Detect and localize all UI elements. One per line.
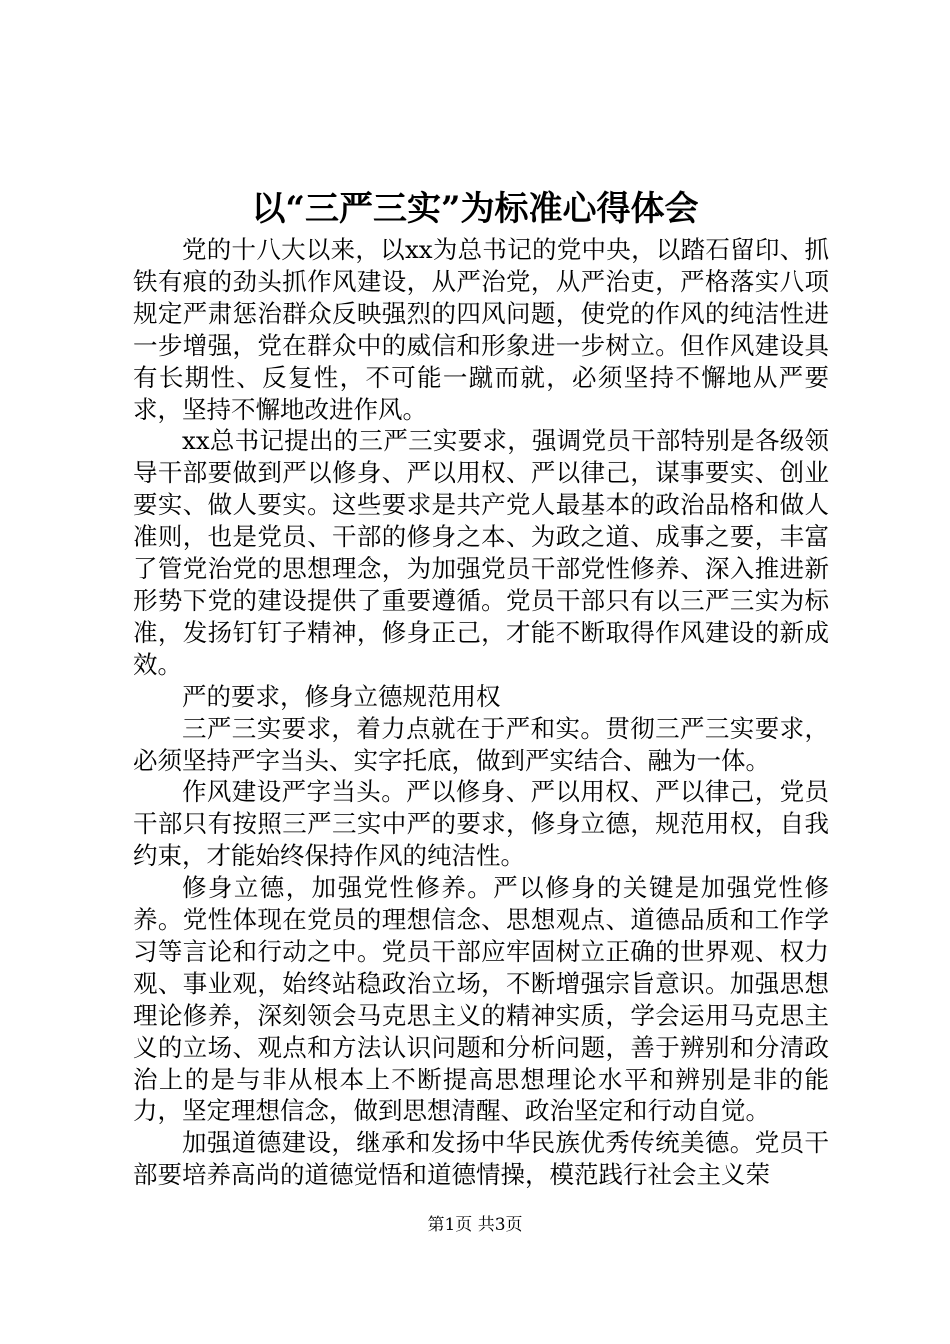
paragraph: 作风建设严字当头。严以修身、严以用权、严以律己，党员干部只有按照三严三实中严的要求，修身立德，规范用权，自我约束，才能始终保持作风的纯洁性。 — [133, 777, 829, 871]
document-title: 以“三严三实”为标准心得体会 — [251, 189, 699, 229]
section-heading: 严的要求，修身立德规范用权 — [182, 681, 501, 711]
paragraph: 加强道德建设，继承和发扬中华民族优秀传统美德。党员干部要培养高尚的道德觉悟和道德情操，模范践行社会主义荣 — [133, 1128, 829, 1190]
page-number-footer: 第1页 共3页 — [427, 1215, 523, 1235]
paragraph: 三严三实要求，着力点就在于严和实。贯彻三严三实要求，必须坚持严字当头、实字托底，做到严实结合、融为一体。 — [133, 713, 829, 775]
paragraph: 修身立德，加强党性修养。严以修身的关键是加强党性修养。党性体现在党员的理想信念、思想观点、道德品质和工作学习等言论和行动之中。党员干部应牢固树立正确的世界观、权力观、事业观，始终站稳政治立场，不断增强宗旨意识。加强思想理论修养，深刻领会马克思主义的精神实质，学会运用马克思主义的立场、观点和方法认识问题和分析问题，善于辨别和分清政治上的是与非从根本上不断提高思想理论水平和辨别是非的能力，坚定理想信念，做到思想清醒、政治坚定和行动自觉。 — [133, 873, 829, 1126]
paragraph: xx总书记提出的三严三实要求，强调党员干部特别是各级领导干部要做到严以修身、严以用权、严以律己，谋事要实、创业要实、做人要实。这些要求是共产党人最基本的政治品格和做人准则，也是党员、干部的修身之本、为政之道、成事之要，丰富了管党治党的思想理念，为加强党员干部党性修养、深入推进新形势下党的建设提供了重要遵循。党员干部只有以三严三实为标准，发扬钉钉子精神，修身正己，才能不断取得作风建设的新成效。 — [133, 426, 829, 679]
document-body — [133, 234, 829, 1191]
paragraph: 党的十八大以来，以xx为总书记的党中央，以踏石留印、抓铁有痕的劲头抓作风建设，从严治党，从严治吏，严格落实八项规定严肃惩治群众反映强烈的四风问题，使党的作风的纯洁性进一步增强，党在群众中的威信和形象进一步树立。但作风建设具有长期性、反复性，不可能一蹴而就，必须坚持不懈地从严要求，坚持不懈地改进作风。 — [133, 235, 829, 424]
